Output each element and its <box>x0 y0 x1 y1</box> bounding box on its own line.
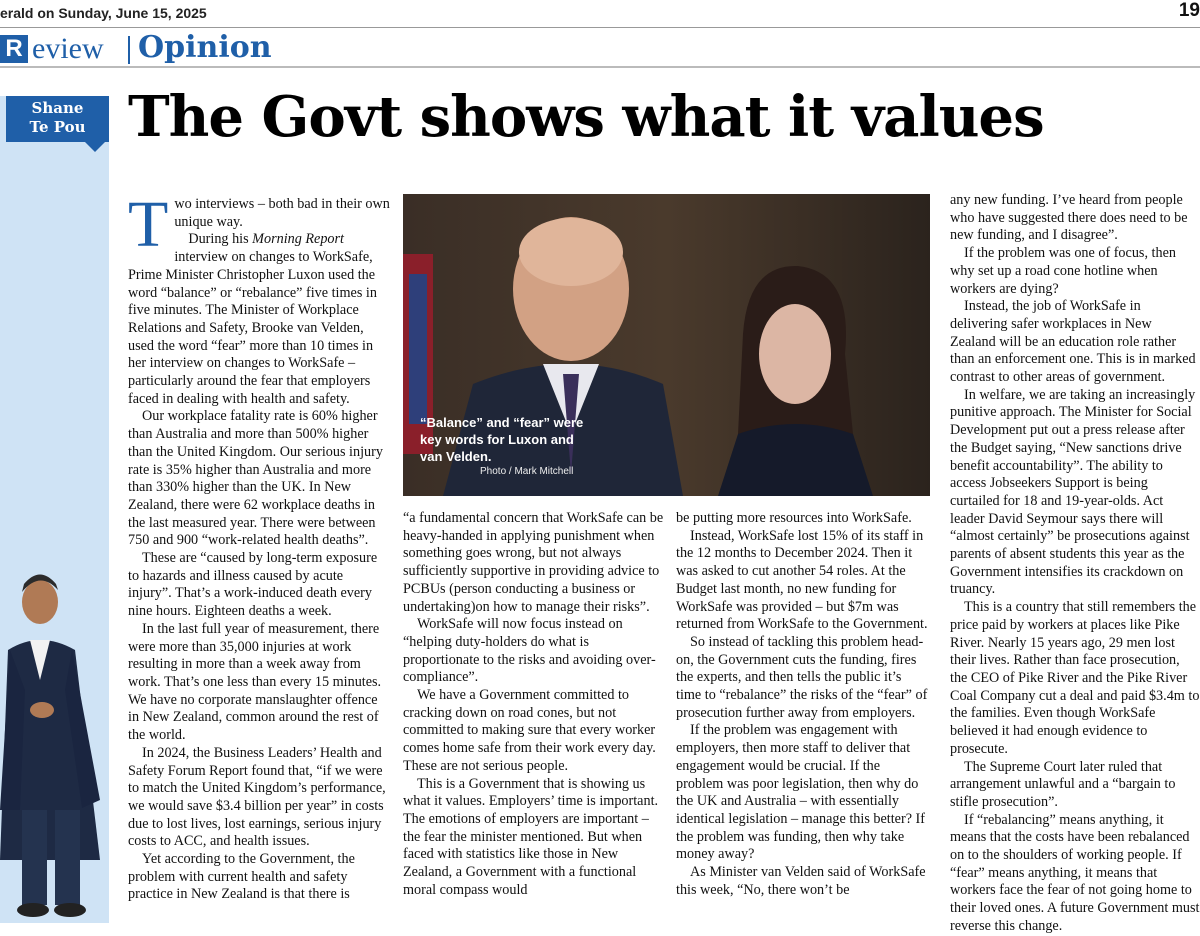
author-sidebar <box>0 96 109 923</box>
paragraph: This is a Government that is showing us what it values. Employers’ time is important. The emotions of employers are important – the fear the minister mentioned. But when faced with statistics like those in New Zealand, a Government with a functional moral compass would <box>403 775 659 898</box>
paragraph: The Supreme Court later ruled that arrangement unlawful and a “bargain to stifle prosecution”. <box>950 758 1176 810</box>
paragraph: be putting more resources into WorkSafe. <box>676 510 912 526</box>
section-bar <box>0 30 1200 68</box>
paragraph: If “rebalancing” means anything, it means that the costs have been rebalanced on to the shoulders of working people. If “fear” means anything, it means that workers face the fear of not going home to their loved ones. A future Government must reverse this change. <box>950 811 1200 934</box>
section-divider <box>128 36 130 64</box>
author-photo <box>0 560 109 923</box>
article-column-3 <box>676 510 928 899</box>
paragraph: If the problem was engagement with employers, then more staff to deliver that engagement would be crucial. If the problem was poor legislation, then why do the UK and Australia – with essentially identical legislation – manage this better? If the problem was funding, then why take money away? <box>676 722 925 863</box>
drop-cap: T <box>128 188 169 261</box>
paragraph: In welfare, we are taking an increasingly punitive approach. The Minister for Social Development put out a press release after the Budget saying, “New sanctions drive benefit accountability”. The ability to access Jobseekers Support is being curtailed for 18 and 19-year-olds. Act leader David Seymour says there will “almost certainly” be prosecutions against parents of absent students this year as the Government intensifies its crackdown on truancy. <box>950 386 1196 598</box>
paragraph: In the last full year of measurement, there were more than 35,000 injuries at work resulting in more than a week away from work. That’s one less than every 15 minutes. We have no corporate manslaughter offence in New Zealand, common around the rest of the world. <box>128 620 382 744</box>
masthead <box>0 0 1200 28</box>
photo-caption: “Balance” and “fear” were key words for Luxon and van Velden. <box>420 415 584 464</box>
page-number: 19 <box>1178 0 1200 21</box>
paragraph: If the problem was one of focus, then why set up a road cone hotline when workers are dying? <box>950 245 1176 297</box>
author-last-name: Te Pou <box>29 118 86 136</box>
paragraph: These are “caused by long-term exposure to hazards and illness caused by acute injury”. That’s a work-induced death every nine hours. Eighteen deaths a week. <box>128 550 378 620</box>
headline: The Govt shows what it values <box>128 84 1044 150</box>
paragraph: We have a Government committed to cracking down on road cones, but not committed to making sure that every worker comes home safe from their work every day. These are not serious people. <box>403 687 656 774</box>
review-logo: R <box>0 35 28 63</box>
paragraph: Two interviews – both bad in their own unique way. <box>128 188 390 261</box>
paragraph: As Minister van Velden said of WorkSafe this week, “No, there won’t be <box>676 864 926 898</box>
paragraph: This is a country that still remembers the price paid by workers at places like Pike River. Nearly 15 years ago, 29 men lost their lives. Rather than face prosecution, the CEO of Pike River and the Pike River Coal Company cut a deal and paid $3.4m to the families. Even though WorkSafe believed it had enough evidence to prosecute. <box>950 599 1200 757</box>
photo-credit: Photo / Mark Mitchell <box>480 466 574 477</box>
paragraph: In 2024, the Business Leaders’ Health and Safety Forum Report found that, “if we were to match the United Kingdom’s performance, we would save $3.4 billion per year” in costs due to lost lives, lost earnings, serious injury costs to ACC, and health issues. <box>128 744 386 850</box>
paragraph: any new funding. I’ve heard from people who have suggested there does need to be new funding, and I disagree”. <box>950 192 1188 244</box>
paragraph: Yet according to the Government, the problem with current health and safety practice in New Zealand is that there is <box>128 851 355 903</box>
paragraph: Instead, WorkSafe lost 15% of its staff in the 12 months to December 2024. Then it was asked to cut another 54 roles. At the Budget last month, no new funding for WorkSafe was provided – but $7m was returned from WorkSafe to the Government. <box>676 527 928 633</box>
section-opinion: Opinion <box>138 30 272 65</box>
author-byline <box>6 96 109 142</box>
author-first-name: Shane <box>31 99 84 117</box>
paragraph: “a fundamental concern that WorkSafe can be heavy-handed in applying punishment when something goes wrong, but not always sufficiently supportive in providing advice to PCBUs (person conducting a business or undertaking)on how to manage their risks”. <box>403 510 664 615</box>
section-review: eview <box>32 32 104 65</box>
article-column-1 <box>128 188 390 904</box>
paragraph: WorkSafe will now focus instead on “helping duty-holders do what is proportionate to the risks and avoiding over-compliance”. <box>403 616 656 686</box>
paragraph: During his Morning Report interview on changes to WorkSafe, Prime Minister Christopher Luxon used the word “balance” or “rebalance” five times in five minutes. The Minister of Workplace Relations and Safety, Brooke van Velden, used the word “fear” more than 10 times in her interview on changes to WorkSafe – particularly around the fear that employers faced in dealing with health and safety. <box>128 231 377 407</box>
article-column-4 <box>950 192 1200 936</box>
paragraph: So instead of tackling this problem head-on, the Government cuts the funding, fires the experts, and then tells the public it’s time to “rebalance” the risks of the “fear” of prosecution further away from employers. <box>676 633 928 721</box>
paragraph: Our workplace fatality rate is 60% higher than Australia and more than 500% higher than the United Kingdom. Our serious injury rate is 35% higher than Australia and more than 330% higher than the UK. In New Zealand, there were 62 workplace deaths in the last measured year. There were between 750 and 900 “work-related health deaths”. <box>128 408 383 549</box>
article-column-2 <box>403 510 668 899</box>
paragraph: Instead, the job of WorkSafe in delivering safer workplaces in New Zealand will be an education role rather than an enforcement one. This is in marked contrast to other areas of government. <box>950 298 1196 386</box>
dateline: erald on Sunday, June 15, 2025 <box>0 5 207 21</box>
